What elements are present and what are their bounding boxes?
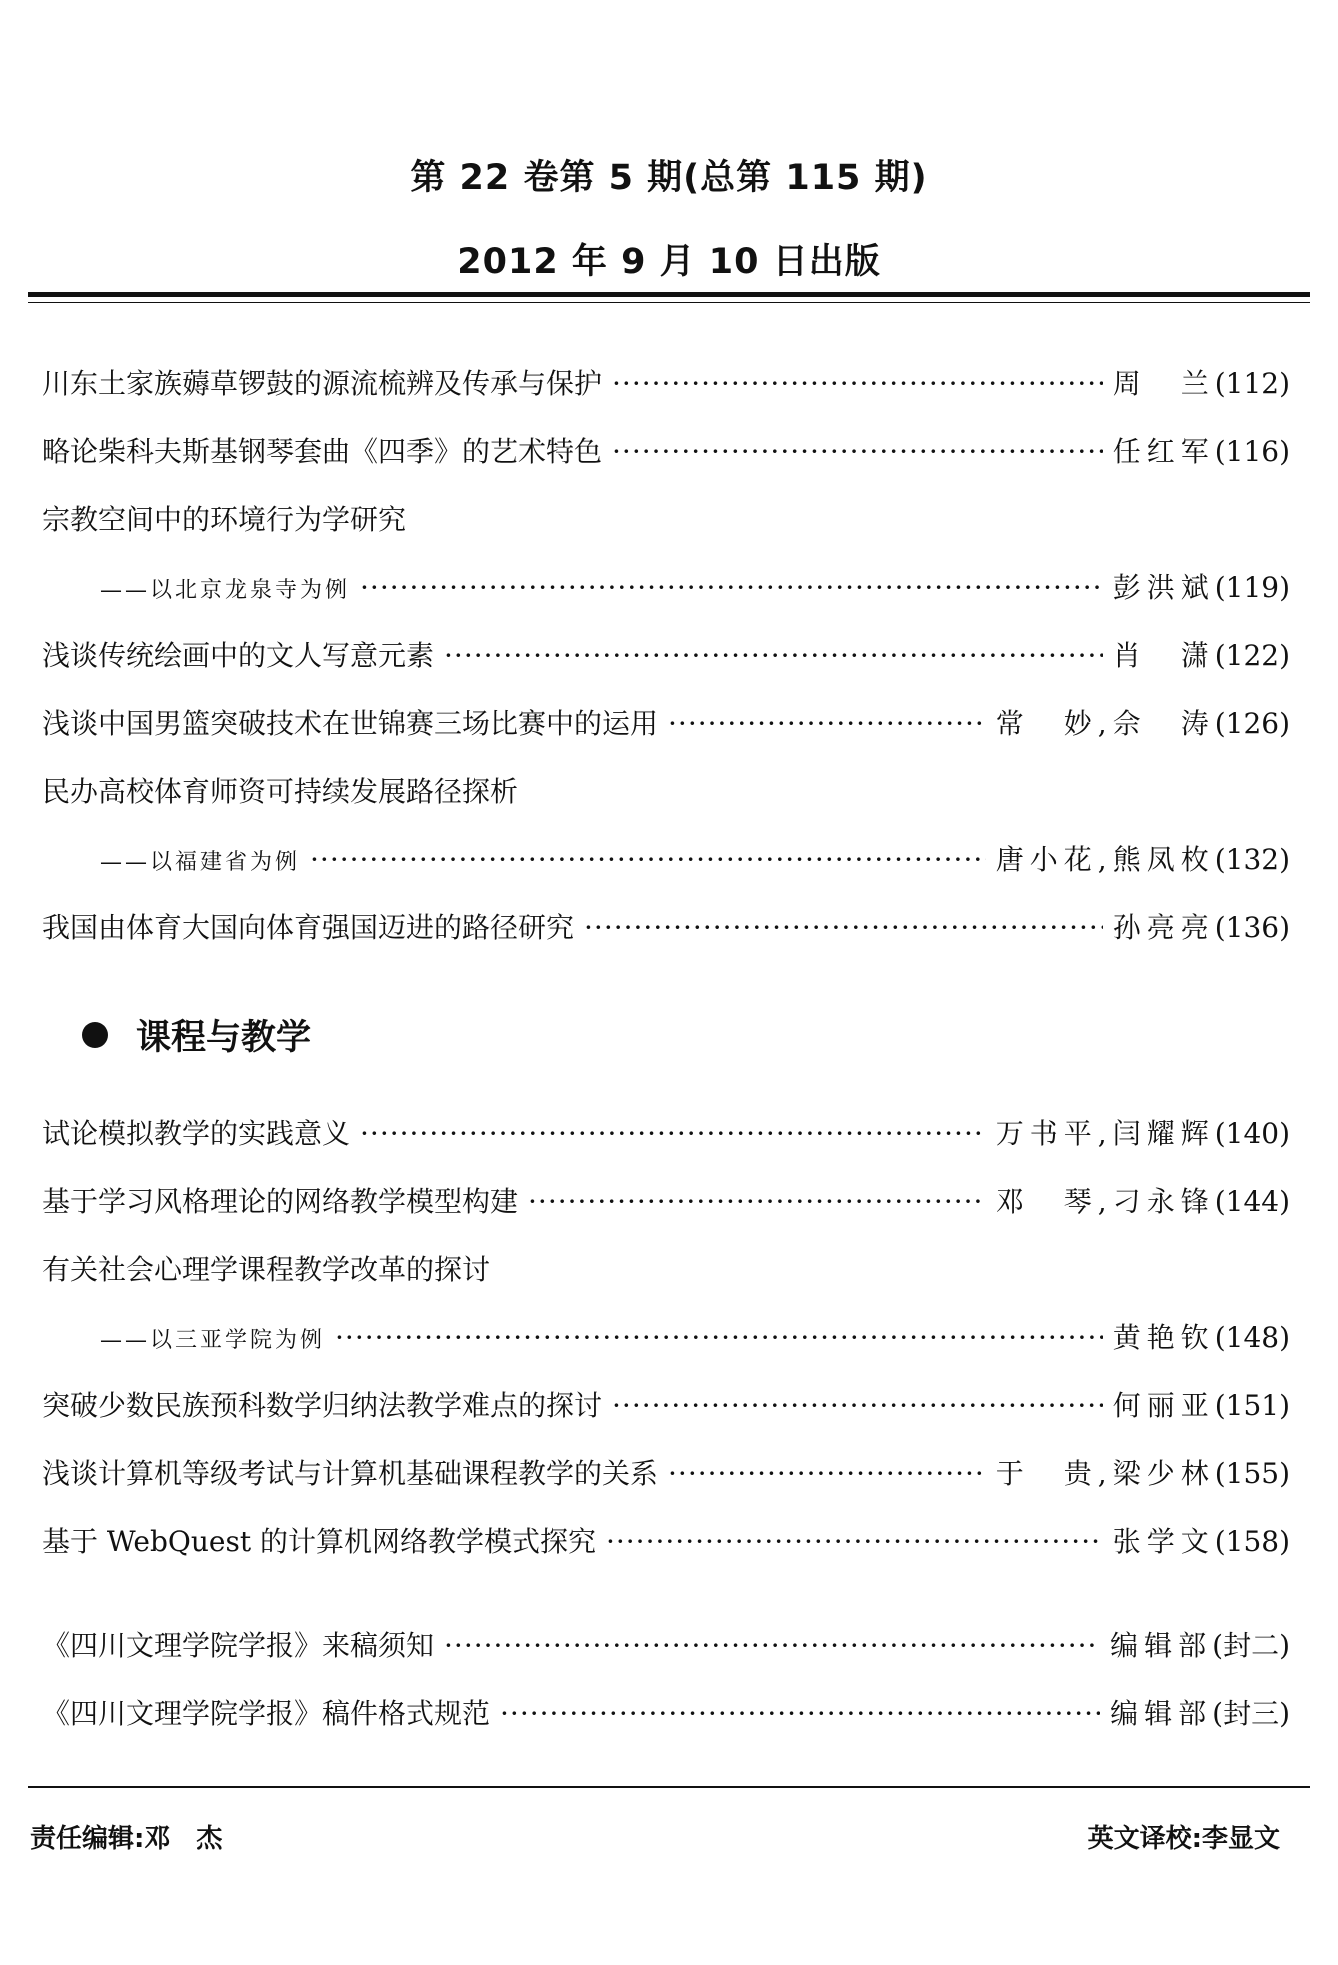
article-author: 张学文	[1112, 1525, 1215, 1558]
article-page: (151)	[1214, 1389, 1290, 1422]
article-page: (116)	[1214, 435, 1290, 468]
toc-entry-notice[interactable]	[42, 1628, 1290, 1664]
toc-entry-title[interactable]	[42, 774, 1290, 810]
leader-dots	[335, 1320, 1103, 1356]
notice-author: 编辑部	[1110, 1629, 1213, 1662]
leader-dots	[584, 910, 1103, 946]
article-page: (155)	[1214, 1457, 1290, 1490]
leader-dots	[444, 638, 1103, 674]
article-page: (158)	[1214, 1525, 1290, 1558]
article-author: 肖 潇	[1112, 639, 1215, 672]
date-line: 2012 年 9 月 10 日出版	[457, 242, 881, 282]
notice-page: (封二)	[1212, 1629, 1290, 1662]
article-author: 何丽亚	[1112, 1389, 1215, 1422]
toc-entry[interactable]	[42, 1116, 1290, 1152]
english-translator: 英文译校:李显文	[1087, 1824, 1280, 1854]
leader-dots	[500, 1696, 1100, 1732]
article-author: 周 兰	[1112, 367, 1215, 400]
toc-entry[interactable]	[42, 706, 1290, 742]
article-page: (122)	[1214, 639, 1290, 672]
article-subtitle: ——以北京龙泉寺为例	[100, 578, 351, 603]
toc-entry-title[interactable]	[42, 1252, 1290, 1288]
bullet-icon	[82, 1022, 108, 1048]
article-title: 基于学习风格理论的网络教学模型构建	[42, 1185, 519, 1218]
toc-entry[interactable]	[42, 1388, 1290, 1424]
notice-author: 编辑部	[1110, 1697, 1213, 1730]
article-author: 孙亮亮	[1112, 911, 1215, 944]
toc-entry-subtitle[interactable]	[42, 1320, 1290, 1359]
leader-dots	[612, 1388, 1103, 1424]
table-of-contents	[42, 0, 1290, 1965]
toc-entry-subtitle[interactable]	[42, 570, 1290, 609]
article-title: 川东土家族薅草锣鼓的源流梳辨及传承与保护	[42, 367, 603, 400]
notice-title: 《四川文理学院学报》稿件格式规范	[42, 1697, 491, 1730]
article-title: 我国由体育大国向体育强国迈进的路径研究	[42, 911, 575, 944]
leader-dots	[668, 1456, 986, 1492]
article-author: 唐小花,熊凤枚	[995, 843, 1215, 876]
toc-entry[interactable]	[42, 1456, 1290, 1492]
toc-entry[interactable]	[42, 434, 1290, 470]
article-author: 彭洪斌	[1112, 571, 1215, 604]
notice-page: (封三)	[1212, 1697, 1290, 1730]
article-title: 略论柴科夫斯基钢琴套曲《四季》的艺术特色	[42, 435, 603, 468]
section-title: 课程与教学	[136, 1018, 312, 1058]
leader-dots	[310, 842, 986, 878]
leader-dots	[528, 1184, 986, 1220]
leader-dots	[612, 366, 1103, 402]
volume-line: 第 22 卷第 5 期(总第 115 期)	[410, 158, 928, 198]
notice-title: 《四川文理学院学报》来稿须知	[42, 1629, 435, 1662]
toc-entry[interactable]	[42, 366, 1290, 402]
article-page: (144)	[1214, 1185, 1290, 1218]
article-title: 浅谈中国男篮突破技术在世锦赛三场比赛中的运用	[42, 707, 659, 740]
toc-entry[interactable]	[42, 910, 1290, 946]
article-title: 浅谈传统绘画中的文人写意元素	[42, 639, 435, 672]
footer-rule	[28, 1786, 1310, 1788]
leader-dots	[606, 1524, 1103, 1560]
article-title: 突破少数民族预科数学归纳法教学难点的探讨	[42, 1389, 603, 1422]
leader-dots	[360, 1116, 986, 1152]
article-subtitle: ——以福建省为例	[100, 850, 301, 875]
toc-entry[interactable]	[42, 638, 1290, 674]
leader-dots	[668, 706, 986, 742]
toc-entry[interactable]	[42, 1184, 1290, 1220]
article-page: (140)	[1214, 1117, 1290, 1150]
section-heading	[82, 1010, 311, 1060]
article-author: 万书平,闫耀辉	[995, 1117, 1215, 1150]
article-author: 邓 琴,刁永锋	[995, 1185, 1215, 1218]
article-page: (112)	[1214, 367, 1290, 400]
toc-entry[interactable]	[42, 1524, 1290, 1560]
article-title: 宗教空间中的环境行为学研究	[42, 503, 407, 536]
article-page: (148)	[1214, 1321, 1290, 1354]
article-title: 试论模拟教学的实践意义	[42, 1117, 351, 1150]
responsible-editor: 责任编辑:邓 杰	[30, 1824, 223, 1854]
article-page: (136)	[1214, 911, 1290, 944]
article-author: 任红军	[1112, 435, 1215, 468]
leader-dots	[612, 434, 1103, 470]
leader-dots	[444, 1628, 1100, 1664]
article-subtitle: ——以三亚学院为例	[100, 1328, 326, 1353]
leader-dots	[360, 570, 1103, 606]
article-author: 常 妙,佘 涛	[995, 707, 1215, 740]
article-title: 浅谈计算机等级考试与计算机基础课程教学的关系	[42, 1457, 659, 1490]
article-page: (119)	[1214, 571, 1290, 604]
article-title: 民办高校体育师资可持续发展路径探析	[42, 775, 519, 808]
toc-entry-notice[interactable]	[42, 1696, 1290, 1732]
article-author: 黄艳钦	[1112, 1321, 1215, 1354]
article-title: 有关社会心理学课程教学改革的探讨	[42, 1253, 491, 1286]
article-page: (132)	[1214, 843, 1290, 876]
toc-entry-title[interactable]	[42, 502, 1290, 538]
article-page: (126)	[1214, 707, 1290, 740]
toc-entry-subtitle[interactable]	[42, 842, 1290, 881]
article-author: 于 贵,梁少林	[995, 1457, 1215, 1490]
article-title: 基于 WebQuest 的计算机网络教学模式探究	[42, 1525, 596, 1558]
